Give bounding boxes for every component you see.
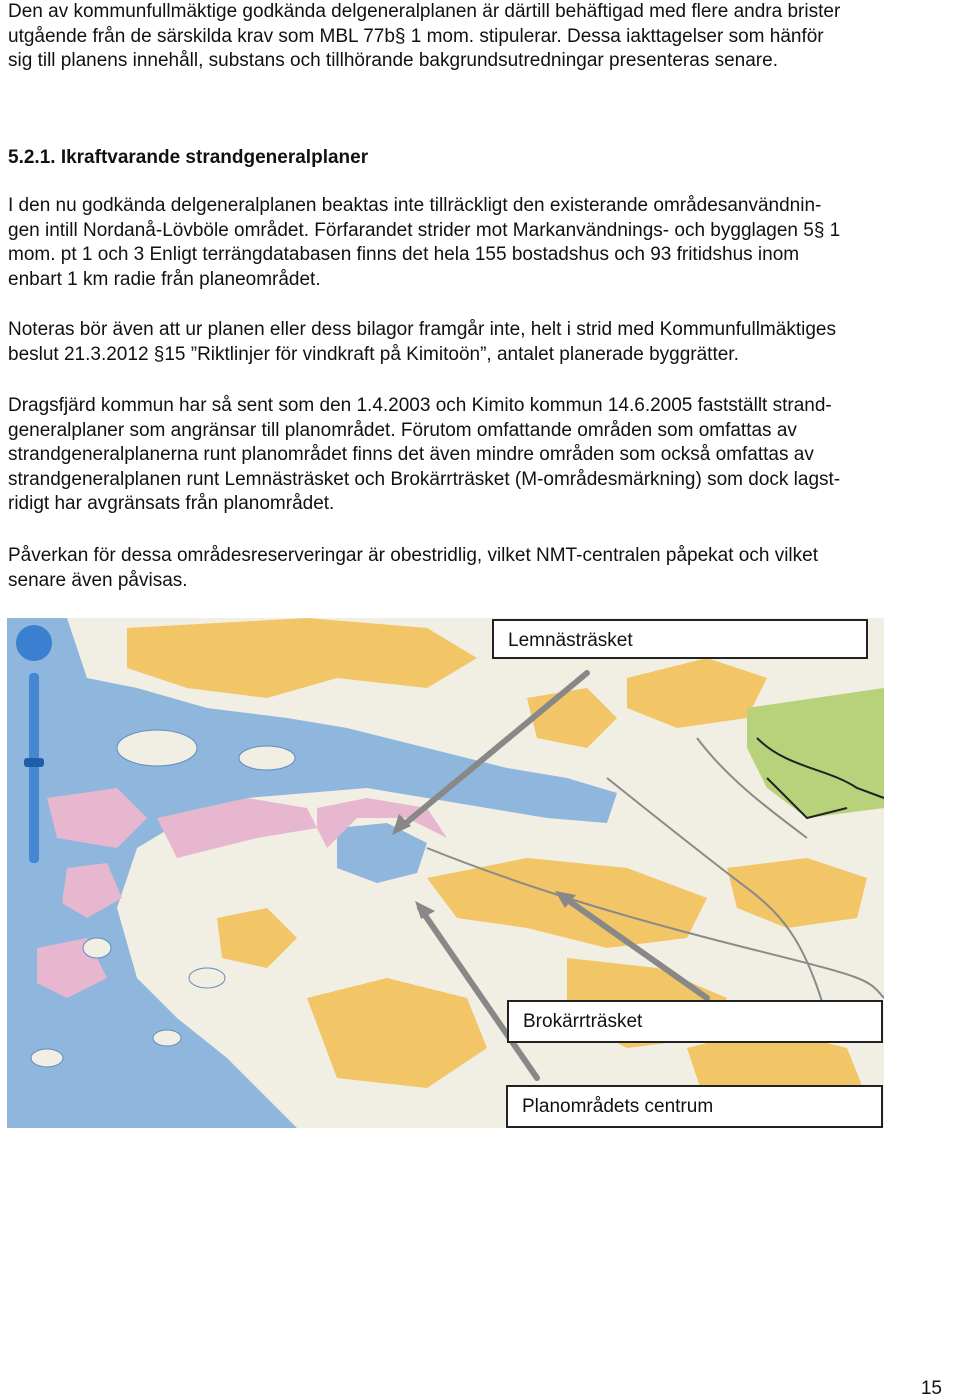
- zoom-slider-track: [29, 673, 39, 863]
- callout-lemnastrasket: Lemnästräsket: [492, 619, 868, 659]
- para2-line-2: beslut 21.3.2012 §15 ”Riktlinjer för vindkraft på Kimitoön”, antalet planerade byggrätter.: [8, 343, 739, 365]
- intro-paragraph: [8, 0, 953, 74]
- section-heading: 5.2.1. Ikraftvarande strandgeneralplaner: [8, 147, 369, 168]
- paragraph-1: [8, 194, 953, 292]
- para1-line-2: gen intill Nordanå-Lövböle området. Förfarandet strider mot Markanvändnings- och bygglagen 5§ 1: [8, 219, 841, 241]
- para4-line-1: Påverkan för dessa områdesreserveringar är obestridlig, vilket NMT-centralen påpekat och vilket: [8, 545, 818, 566]
- intro-line-1: Den av kommunfullmäktige godkända delgeneralplanen är därtill behäftigad med flere andra brister: [8, 1, 841, 22]
- intro-line-2: utgående från de särskilda krav som MBL 77b§ 1 mom. stipulerar. Dessa iakttagelser som hänför: [8, 25, 824, 47]
- para3-line-1: Dragsfjärd kommun har så sent som den 1.4.2003 och Kimito kommun 14.6.2005 fastställt strand-: [8, 395, 832, 416]
- map-graphic: [7, 618, 884, 1128]
- zoom-slider-handle: [24, 758, 44, 767]
- para3-line-5: ridigt har avgränsats från planområdet.: [8, 493, 335, 514]
- para1-line-4: enbart 1 km radie från planeområdet.: [8, 268, 321, 290]
- para3-line-3: strandgeneralplanerna runt planområdet finns det även mindre områden som också omfattas av: [8, 444, 814, 465]
- para3-line-2: generalplaner som angränsar till planområdet. Förutom omfattande områden som omfattas av: [8, 419, 797, 441]
- paragraph-2: [8, 318, 953, 367]
- page-number: 15: [920, 1378, 942, 1399]
- para1-line-1: I den nu godkända delgeneralplanen beaktas inte tillräckligt den existerande områdesanvändnin-: [8, 195, 822, 216]
- para2-line-1: Noteras bör även att ur planen eller dess bilagor framgår inte, helt i strid med Kommunfullmäktiges: [8, 319, 836, 340]
- para1-line-3: mom. pt 1 och 3 Enligt terrängdatabasen finns det hela 155 bostadshus och 93 fritidshus inom: [8, 244, 800, 265]
- para4-line-2: senare även påvisas.: [8, 569, 188, 591]
- callout-brokarrtrasket: Brokärrträsket: [507, 1000, 883, 1043]
- paragraph-3: [8, 394, 953, 517]
- callout-planomradets-centrum: Planområdets centrum: [506, 1085, 883, 1128]
- plan-map: [7, 618, 884, 1128]
- intro-line-3: sig till planens innehåll, substans och tillhörande bakgrundsutredningar presenteras senare.: [8, 50, 778, 71]
- para3-line-4: strandgeneralplanen runt Lemnästräsket och Brokärrträsket (M-områdesmärkning) som dock lagst-: [8, 468, 841, 490]
- paragraph-4: [8, 544, 953, 593]
- pan-control: [16, 625, 52, 661]
